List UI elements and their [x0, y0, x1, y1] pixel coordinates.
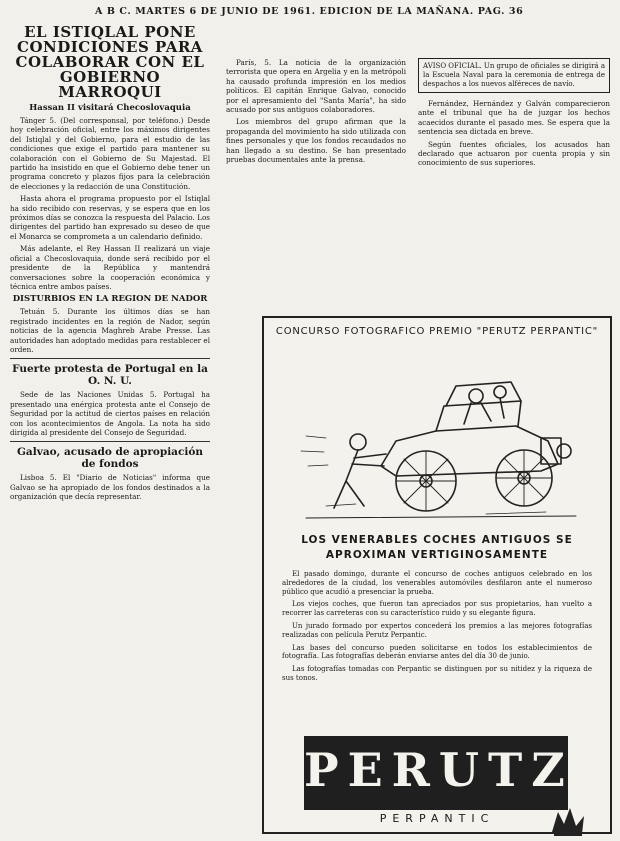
- notice-box: AVISO OFICIAL. Un grupo de oficiales se dirigirá a la Escuela Naval para la ceremonia de entrega de despachos a los nuevos alféreces de navío.: [418, 58, 610, 93]
- article-paragraph: Sede de las Naciones Unidas 5. Portugal ha presentado una enérgica protesta ante el Consejo de Seguridad por la actitud de ciertos países en relación con los acontecimientos de Angola. La nota ha sido dirigida al presidente del Consejo de Seguridad.: [10, 390, 210, 437]
- column-right: [418, 58, 610, 310]
- column-left: [10, 22, 210, 837]
- ad-paragraph: Los viejos coches, que fueron tan apreciados por sus propietarios, han vuelto a recorrer las carreteras con su característico ruido y su elegante figura.: [282, 600, 592, 618]
- archive-stamp-icon: [548, 804, 588, 838]
- perutz-advertisement: [262, 316, 612, 834]
- ad-headline: LOS VENERABLES COCHES ANTIGUOS SE APROXIMAN VERTIGINOSAMENTE: [301, 534, 573, 561]
- headline-galvao: Galvao, acusado de apropiación de fondos: [16, 446, 204, 471]
- ad-title: CONCURSO FOTOGRAFICO PREMIO "PERUTZ PERPANTIC": [275, 326, 599, 337]
- headline-portugal: Fuerte protesta de Portugal en la O. N. U.: [12, 363, 208, 388]
- perutz-logo: [304, 736, 574, 810]
- logo-text: PERUTZ: [304, 743, 574, 797]
- article-paragraph: Los miembros del grupo afirman que la propaganda del movimiento ha sido utilizada con fines personales y que los fondos recaudados no han llegado a su destino. Se han presentado pruebas documentales ante la prensa.: [226, 117, 406, 165]
- divider: [10, 441, 210, 442]
- logo-subtitle: PERPANTIC: [379, 812, 495, 825]
- ad-paragraph: Un jurado formado por expertos concederá los premios a las mejores fotografías realizadas con película Perutz Perpantic.: [282, 621, 592, 639]
- main-headline: EL ISTIQLAL PONE CONDICIONES PARA COLABORAR CON EL GOBIERNO MARROQUI: [15, 23, 205, 101]
- subheadline-hassan: Hassan II visitará Checoslovaquia: [29, 103, 191, 113]
- page-header: A B C. MARTES 6 DE JUNIO DE 1961. EDICION DE LA MAÑANA. PAG. 36: [95, 6, 524, 17]
- article-paragraph: Tetuán 5. Durante los últimos días se han registrado incidentes en la región de Nador, según noticias de la agencia Maghreb Arabe Presse. Las autoridades han adoptado medidas para restablecer el orden.: [10, 307, 210, 354]
- article-paragraph: Tánger 5. (Del corresponsal, por teléfono.) Desde hoy celebración oficial, entre los máximos dirigentes del Istiqlal y del Gobierno, para el estudio de las condiciones que exige el partido para mantener su colaboración con el Gobierno de Su Majestad. El partido ha insistido en que el Gobierno debe tener un programa concreto y plazos fijos para la celebración de elecciones y la redacción de una Constitución.: [10, 116, 210, 191]
- article-paragraph: Según fuentes oficiales, los acusados han declarado que actuaron por cuenta propia y sin conocimiento de sus superiores.: [418, 139, 610, 168]
- ad-paragraph: Las fotografías tomadas con Perpantic se distinguen por su nitidez y la riqueza de sus tonos.: [282, 665, 592, 682]
- article-paragraph: París, 5. La noticia de la organización terrorista que opera en Argelia y en la metrópoli ha causado profunda impresión en los medios políticos. El capitán Enrique Galvao, conocido por el apresamiento del "Santa María", ha sido acusado por sus antiguos colaboradores.: [226, 58, 406, 115]
- ad-body-text: [282, 570, 592, 687]
- article-paragraph: Más adelante, el Rey Hassan II realizará un viaje oficial a Checoslovaquia, donde será recibido por el presidente de la República y mantendrá conversaciones sobre la cooperación económica y técnica entre ambos países.: [10, 244, 210, 291]
- ad-paragraph: Las bases del concurso pueden solicitarse en todos los establecimientos de fotografía. Las fotografías deberán enviarse antes del día 30 de junio.: [282, 643, 592, 661]
- article-paragraph: Lisboa 5. El "Diario de Noticias" informa que Galvao se ha apropiado de los fondos destinados a la organización que decía representar.: [10, 473, 210, 502]
- column-middle: [226, 58, 406, 308]
- subheadline-nador: DISTURBIOS EN LA REGION DE NADOR: [12, 294, 208, 305]
- article-paragraph: Fernández, Hernández y Galván comparecieron ante el tribunal que ha de juzgar los hechos acaecidos durante el pasado mes. Se espera que la sentencia sea dictada en breve.: [418, 99, 610, 137]
- article-paragraph: Hasta ahora el programa propuesto por el Istiqlal ha sido recibido con reservas, y se espera que en los próximos días se conozca la respuesta del Palacio. Los dirigentes del partido han expresado su deseo de que el Monarca se comprometa a un calendario definido.: [10, 194, 210, 241]
- vintage-car-illustration: [286, 346, 586, 528]
- divider: [10, 358, 210, 359]
- ad-paragraph: El pasado domingo, durante el concurso de coches antiguos celebrado en los alrededores de la ciudad, los venerables automóviles desfilaron ante el numeroso público que acudió a presenciar la prueba.: [282, 570, 592, 596]
